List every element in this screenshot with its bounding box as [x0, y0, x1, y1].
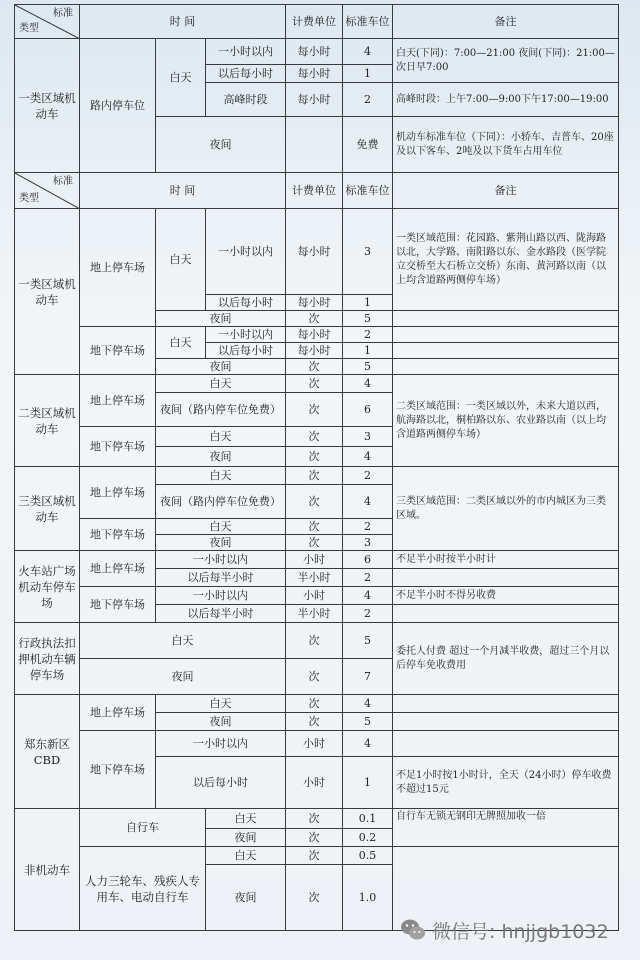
table-row — [15, 623, 619, 659]
table-row — [15, 39, 619, 65]
header-corner-cell — [15, 5, 80, 39]
std-cell: 5 — [343, 359, 393, 375]
note-cell — [393, 605, 619, 623]
period-cell: 以后每半小时 — [156, 569, 286, 587]
unit-cell: 每小时 — [286, 327, 343, 343]
header-time: 时 间 — [80, 5, 286, 39]
std-cell: 2 — [343, 569, 393, 587]
std-cell: 2 — [343, 467, 393, 485]
std-cell: 4 — [343, 485, 393, 519]
wechat-icon — [400, 918, 426, 942]
time-day-cell: 白天 — [156, 39, 206, 117]
location-cell: 地上停车场 — [80, 467, 156, 519]
period-cell: 一小时以内 — [206, 209, 286, 295]
unit-cell: 每小时 — [286, 295, 343, 311]
category-cell: 郑东新区CBD — [15, 695, 80, 809]
note-cell: 不足半小时不得另收费 — [393, 587, 619, 605]
std-cell: 6 — [343, 551, 393, 569]
unit-cell: 次 — [286, 623, 343, 659]
category-cell: 非机动车 — [15, 809, 80, 931]
time-night-cell: 夜间（路内停车位免费） — [156, 393, 286, 427]
category-cell: 三类区域机动车 — [15, 467, 80, 551]
unit-cell: 次 — [286, 311, 343, 327]
unit-cell: 次 — [286, 713, 343, 731]
location-cell: 地上停车场 — [80, 209, 156, 327]
std-cell: 4 — [343, 587, 393, 605]
std-cell: 0.5 — [343, 847, 393, 865]
time-night-cell: 夜间（路内停车位免费） — [156, 485, 286, 519]
unit-cell: 次 — [286, 393, 343, 427]
corner-top-label: 标准 — [53, 176, 73, 187]
period-cell: 一小时以内 — [156, 731, 286, 757]
unit-cell: 每小时 — [286, 83, 343, 117]
time-day-cell: 白天 — [156, 467, 286, 485]
category-cell: 火车站广场机动车停车场 — [15, 551, 80, 623]
std-cell: 4 — [343, 695, 393, 713]
document-sheet — [14, 4, 630, 956]
table-row — [15, 551, 619, 569]
vehicle-cell: 人力三轮车、残疾人专用车、电动自行车 — [80, 847, 206, 931]
std-cell: 1 — [343, 295, 393, 311]
unit-cell: 每小时 — [286, 65, 343, 83]
unit-cell: 每小时 — [286, 209, 343, 295]
time-night-cell: 夜间 — [156, 359, 286, 375]
table-row — [15, 809, 619, 829]
time-night-cell: 夜间 — [80, 659, 286, 695]
corner-bottom-label: 类型 — [19, 193, 39, 204]
time-day-cell: 白天 — [80, 623, 286, 659]
std-cell: 1 — [343, 65, 393, 83]
unit-cell: 次 — [286, 809, 343, 829]
note-cell: 白天(下同)：7:00—21:00 夜间(下同)：21:00—次日早7:00 — [393, 39, 619, 83]
unit-cell: 次 — [286, 427, 343, 447]
period-cell: 高峰时段 — [206, 83, 286, 117]
unit-cell: 次 — [286, 485, 343, 519]
unit-cell: 小时 — [286, 551, 343, 569]
std-cell: 2 — [343, 327, 393, 343]
unit-cell: 次 — [286, 467, 343, 485]
note-cell: 自行车无锁无钢印无牌照加收一倍 — [393, 809, 619, 847]
period-cell: 以后每半小时 — [156, 605, 286, 623]
note-cell — [393, 731, 619, 757]
table-row — [15, 587, 619, 605]
unit-cell: 次 — [286, 535, 343, 551]
period-cell: 一小时以内 — [206, 39, 286, 65]
header-unit: 计费单位 — [286, 173, 343, 209]
note-cell — [393, 311, 619, 327]
time-night-cell: 夜间 — [156, 311, 286, 327]
note-cell: 不足1小时按1小时计，全天（24小时）停车收费不超过15元 — [393, 757, 619, 809]
period-cell: 一小时以内 — [206, 327, 286, 343]
note-cell: 二类区域范围：一类区域以外，未来大道以西，航海路以北，桐柏路以东、农业路以南（以上均含道路两侧停车场） — [393, 375, 619, 467]
unit-cell: 次 — [286, 519, 343, 535]
std-cell: 5 — [343, 311, 393, 327]
note-cell: 不足半小时按半小时计 — [393, 551, 619, 569]
unit-cell: 次 — [286, 829, 343, 847]
std-cell: 1 — [343, 757, 393, 809]
unit-cell: 次 — [286, 695, 343, 713]
note-cell — [393, 359, 619, 375]
table-row — [15, 847, 619, 865]
unit-cell: 小时 — [286, 731, 343, 757]
category-cell: 二类区域机动车 — [15, 375, 80, 467]
location-cell: 地下停车场 — [80, 587, 156, 623]
std-cell: 免费 — [343, 117, 393, 173]
table-row — [15, 327, 619, 343]
header-corner-cell — [15, 173, 80, 209]
header-note: 备注 — [393, 5, 619, 39]
std-cell: 4 — [343, 39, 393, 65]
period-cell: 以后每小时 — [206, 295, 286, 311]
unit-cell: 次 — [286, 865, 343, 931]
location-cell: 地下停车场 — [80, 731, 156, 809]
category-cell: 行政执法扣押机动车辆停车场 — [15, 623, 80, 695]
unit-cell: 次 — [286, 375, 343, 393]
note-cell: 机动车标准车位（下同）：小轿车、吉普车、20座及以下客车、2吨及以下货车占用车位 — [393, 117, 619, 173]
time-day-cell: 白天 — [156, 209, 206, 311]
corner-bottom-label: 类型 — [19, 23, 39, 34]
std-cell: 4 — [343, 731, 393, 757]
corner-top-label: 标准 — [53, 8, 73, 19]
table-row — [15, 209, 619, 295]
location-cell: 地下停车场 — [80, 427, 156, 467]
parking-fee-table — [14, 4, 619, 931]
location-cell: 地下停车场 — [80, 519, 156, 551]
std-cell: 3 — [343, 535, 393, 551]
table-row — [15, 695, 619, 713]
note-cell — [393, 569, 619, 587]
std-cell: 2 — [343, 83, 393, 117]
time-night-cell: 夜间 — [206, 829, 286, 847]
time-night-cell: 夜间 — [156, 117, 286, 173]
std-cell: 5 — [343, 623, 393, 659]
note-cell: 三类区域范围：二类区域以外的市内城区为三类区域。 — [393, 467, 619, 551]
header-unit: 计费单位 — [286, 5, 343, 39]
location-cell: 地上停车场 — [80, 375, 156, 427]
time-night-cell: 夜间 — [156, 713, 286, 731]
note-cell — [393, 713, 619, 731]
category-cell: 一类区域机动车 — [15, 209, 80, 375]
time-day-cell: 白天 — [156, 327, 206, 359]
std-cell: 6 — [343, 393, 393, 427]
location-cell: 地下停车场 — [80, 327, 156, 375]
std-cell: 4 — [343, 447, 393, 467]
time-day-cell: 白天 — [206, 809, 286, 829]
std-cell: 5 — [343, 713, 393, 731]
header-std: 标准车位 — [343, 173, 393, 209]
std-cell: 1 — [343, 343, 393, 359]
watermark — [400, 910, 632, 950]
period-cell: 以后每小时 — [206, 65, 286, 83]
period-cell: 以后每小时 — [206, 343, 286, 359]
unit-cell: 次 — [286, 659, 343, 695]
unit-cell: 次 — [286, 447, 343, 467]
note-cell — [393, 343, 619, 359]
header-note: 备注 — [393, 173, 619, 209]
std-cell: 3 — [343, 427, 393, 447]
vehicle-cell: 自行车 — [80, 809, 206, 847]
note-cell: 高峰时段：上午7:00—9:00下午17:00—19:00 — [393, 83, 619, 117]
note-cell — [393, 327, 619, 343]
location-cell: 地上停车场 — [80, 695, 156, 731]
time-night-cell: 夜间 — [156, 447, 286, 467]
watermark-text: 微信号: hnjjgb1032 — [432, 920, 609, 943]
table-row — [15, 731, 619, 757]
header-std: 标准车位 — [343, 5, 393, 39]
time-day-cell: 白天 — [156, 695, 286, 713]
std-cell: 4 — [343, 375, 393, 393]
table-row — [15, 467, 619, 485]
std-cell: 0.2 — [343, 829, 393, 847]
note-cell: 委托人付费 超过一个月减半收费，超过三个月以后停车免收费用 — [393, 623, 619, 695]
std-cell: 0.1 — [343, 809, 393, 829]
time-day-cell: 白天 — [156, 375, 286, 393]
std-cell: 2 — [343, 605, 393, 623]
header-time: 时 间 — [80, 173, 286, 209]
period-cell: 一小时以内 — [156, 587, 286, 605]
table-header-1 — [15, 5, 619, 39]
table-header-2 — [15, 173, 619, 209]
unit-cell — [286, 117, 343, 173]
unit-cell: 小时 — [286, 757, 343, 809]
note-cell — [393, 695, 619, 713]
unit-cell: 每小时 — [286, 39, 343, 65]
unit-cell: 半小时 — [286, 569, 343, 587]
period-cell: 一小时以内 — [156, 551, 286, 569]
time-day-cell: 白天 — [206, 847, 286, 865]
std-cell: 1.0 — [343, 865, 393, 931]
unit-cell: 次 — [286, 847, 343, 865]
std-cell: 3 — [343, 209, 393, 295]
note-cell: 一类区域范围：花园路、紫荆山路以西、陇海路以北，大学路、南阳路以东、金水路段（医学院立交桥至大石桥立交桥）东南、黄河路以南（以上均含道路两侧停车场） — [393, 209, 619, 311]
table-row — [15, 375, 619, 393]
unit-cell: 半小时 — [286, 605, 343, 623]
std-cell: 2 — [343, 519, 393, 535]
location-cell: 路内停车位 — [80, 39, 156, 173]
std-cell: 7 — [343, 659, 393, 695]
period-cell: 以后每小时 — [156, 757, 286, 809]
location-cell: 地上停车场 — [80, 551, 156, 587]
unit-cell: 每小时 — [286, 343, 343, 359]
time-night-cell: 夜间 — [206, 865, 286, 931]
time-day-cell: 白天 — [156, 427, 286, 447]
unit-cell: 次 — [286, 359, 343, 375]
time-night-cell: 夜间 — [156, 535, 286, 551]
time-day-cell: 白天 — [156, 519, 286, 535]
unit-cell: 小时 — [286, 587, 343, 605]
category-cell: 一类区域机动车 — [15, 39, 80, 173]
